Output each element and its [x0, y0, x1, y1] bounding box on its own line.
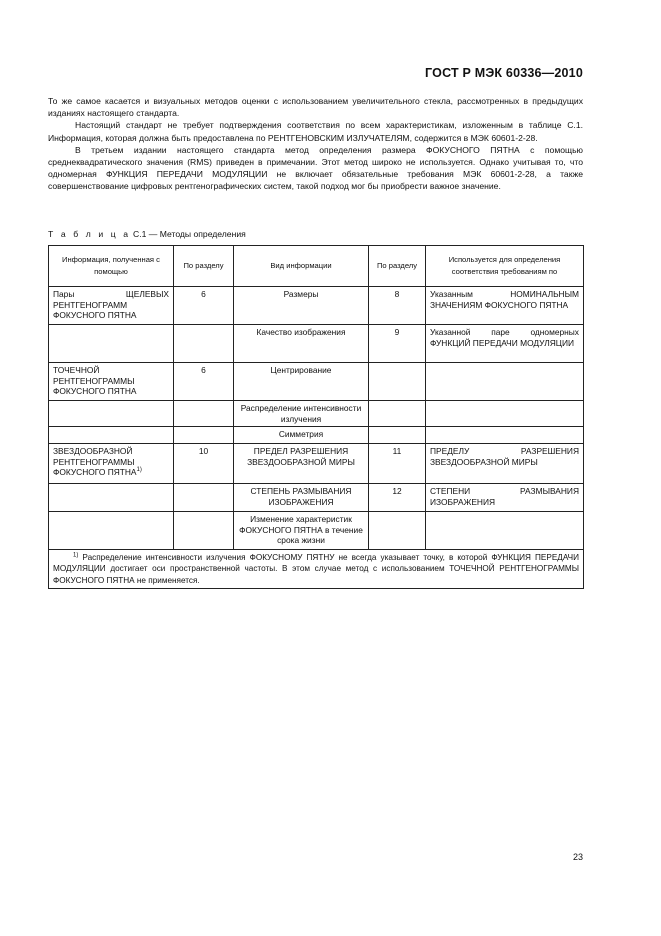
table-cell	[49, 484, 174, 512]
table-cell: 10	[174, 444, 234, 484]
table-cell: ПРЕДЕЛУ РАЗРЕШЕНИЯ ЗВЕЗДООБРАЗНОЙ МИРЫ	[426, 444, 584, 484]
page-number: 23	[572, 852, 583, 862]
table-row	[49, 287, 584, 325]
table-cell: Указанной паре одномерных ФУНКЦИЙ ПЕРЕДАЧИ МОДУЛЯЦИИ	[426, 325, 584, 363]
table-cell	[174, 401, 234, 427]
table-cell	[369, 427, 426, 444]
table-cell	[49, 427, 174, 444]
table-cell: Изменение характеристик ФОКУСНОГО ПЯТНА в течение срока жизни	[234, 512, 369, 550]
table-cell	[49, 401, 174, 427]
table-cell: 6	[174, 287, 234, 325]
table-cell	[369, 363, 426, 401]
table-cell	[426, 363, 584, 401]
table-header-row	[49, 246, 584, 287]
table-caption-label: Т а б л и ц а	[48, 229, 131, 239]
table-cell	[369, 401, 426, 427]
table-row	[49, 401, 584, 427]
table-cell: Качество изображения	[234, 325, 369, 363]
table-cell: Размеры	[234, 287, 369, 325]
table-footnote-row	[49, 550, 584, 589]
paragraph: В третьем издании настоящего стандарта метод определения размера ФОКУСНОГО ПЯТНА с помощью среднеквадратического значения (RMS) приведен в примечании. Этот метод широко не используется. Однако учитывая то, что одномерная ФУНКЦИЯ ПЕРЕДАЧИ МОДУЛЯЦИИ не включает обязательные требования МЭК 60601-2-28, а также совершенствование цифровых рентгенографических систем, такой подход мог бы приобрести важное значение.	[48, 144, 583, 192]
table-cell: 6	[174, 363, 234, 401]
table-cell	[174, 484, 234, 512]
header-information-type: Вид информации	[234, 246, 369, 287]
table-row	[49, 427, 584, 444]
table-footnote	[49, 550, 584, 589]
table-cell: Пары ЩЕЛЕВЫХ РЕНТГЕНОГРАММ ФОКУСНОГО ПЯТНА	[49, 287, 174, 325]
table-cell: Центрирование	[234, 363, 369, 401]
table-cell: 9	[369, 325, 426, 363]
table-cell	[49, 444, 174, 484]
table-cell: ПРЕДЕЛ РАЗРЕШЕНИЯ ЗВЕЗДООБРАЗНОЙ МИРЫ	[234, 444, 369, 484]
table-row	[49, 484, 584, 512]
table-caption	[48, 229, 246, 239]
table-cell: ТОЧЕЧНОЙ РЕНТГЕНОГРАММЫ ФОКУСНОГО ПЯТНА	[49, 363, 174, 401]
document-header: ГОСТ Р МЭК 60336—2010	[425, 66, 583, 80]
table-cell: СТЕПЕНИ РАЗМЫВАНИЯ ИЗОБРАЖЕНИЯ	[426, 484, 584, 512]
footnote-text: Распределение интенсивности излучения ФОКУСНОМУ ПЯТНУ не всегда указывает точку, в которой ФУНКЦИЯ ПЕРЕДАЧИ МОДУЛЯЦИИ достигает оси пространственной частоты. В этом случае метод с использованием ТОЧЕЧНОЙ РЕНТГЕНОГРАММЫ ФОКУСНОГО ПЯТНА не применяется.	[53, 553, 579, 585]
table-cell	[174, 427, 234, 444]
table-row	[49, 325, 584, 363]
table-cell: СТЕПЕНЬ РАЗМЫВАНИЯ ИЗОБРАЖЕНИЯ	[234, 484, 369, 512]
table-cell	[426, 401, 584, 427]
table-cell	[49, 325, 174, 363]
table-row	[49, 363, 584, 401]
footnote-marker: 1)	[136, 467, 142, 474]
methods-table	[48, 245, 584, 589]
paragraph: Настоящий стандарт не требует подтверждения соответствия по всем характеристикам, изложенным в таблице С.1. Информация, которая должна быть предоставлена по РЕНТГЕНОВСКИМ ИЗЛУЧАТЕЛЯМ, содержится в МЭК 60601-2-28.	[48, 120, 583, 143]
table-cell	[174, 325, 234, 363]
table-cell: Распределение интенсивности излучения	[234, 401, 369, 427]
table-cell	[369, 512, 426, 550]
footnote-marker: 1)	[73, 552, 79, 559]
table-cell	[49, 512, 174, 550]
header-section: По разделу	[369, 246, 426, 287]
table-row	[49, 512, 584, 550]
table-cell: Симметрия	[234, 427, 369, 444]
table-cell-text: ЗВЕЗДООБРАЗНОЙ РЕНТГЕНОГРАММЫ ФОКУСНОГО ПЯТНА	[53, 446, 137, 478]
table-row	[49, 444, 584, 484]
table-cell: 12	[369, 484, 426, 512]
table-cell: Указанным НОМИНАЛЬНЫМ ЗНАЧЕНИЯМ ФОКУСНОГО ПЯТНА	[426, 287, 584, 325]
paragraph: То же самое касается и визуальных методов оценки с использованием увеличительного стекла, рассмотренных в предыдущих изданиях настоящего стандарта.	[48, 96, 583, 119]
table-cell	[426, 512, 584, 550]
header-information-source: Информация, полученная с помощью	[49, 246, 174, 287]
table-cell	[174, 512, 234, 550]
table-cell: 11	[369, 444, 426, 484]
table-caption-text: С.1 — Методы определения	[132, 229, 246, 239]
table-cell	[426, 427, 584, 444]
header-compliance-usage: Используется для определения соответствия требованиям по	[426, 246, 584, 287]
header-section: По разделу	[174, 246, 234, 287]
body-text	[48, 95, 583, 193]
table-cell: 8	[369, 287, 426, 325]
